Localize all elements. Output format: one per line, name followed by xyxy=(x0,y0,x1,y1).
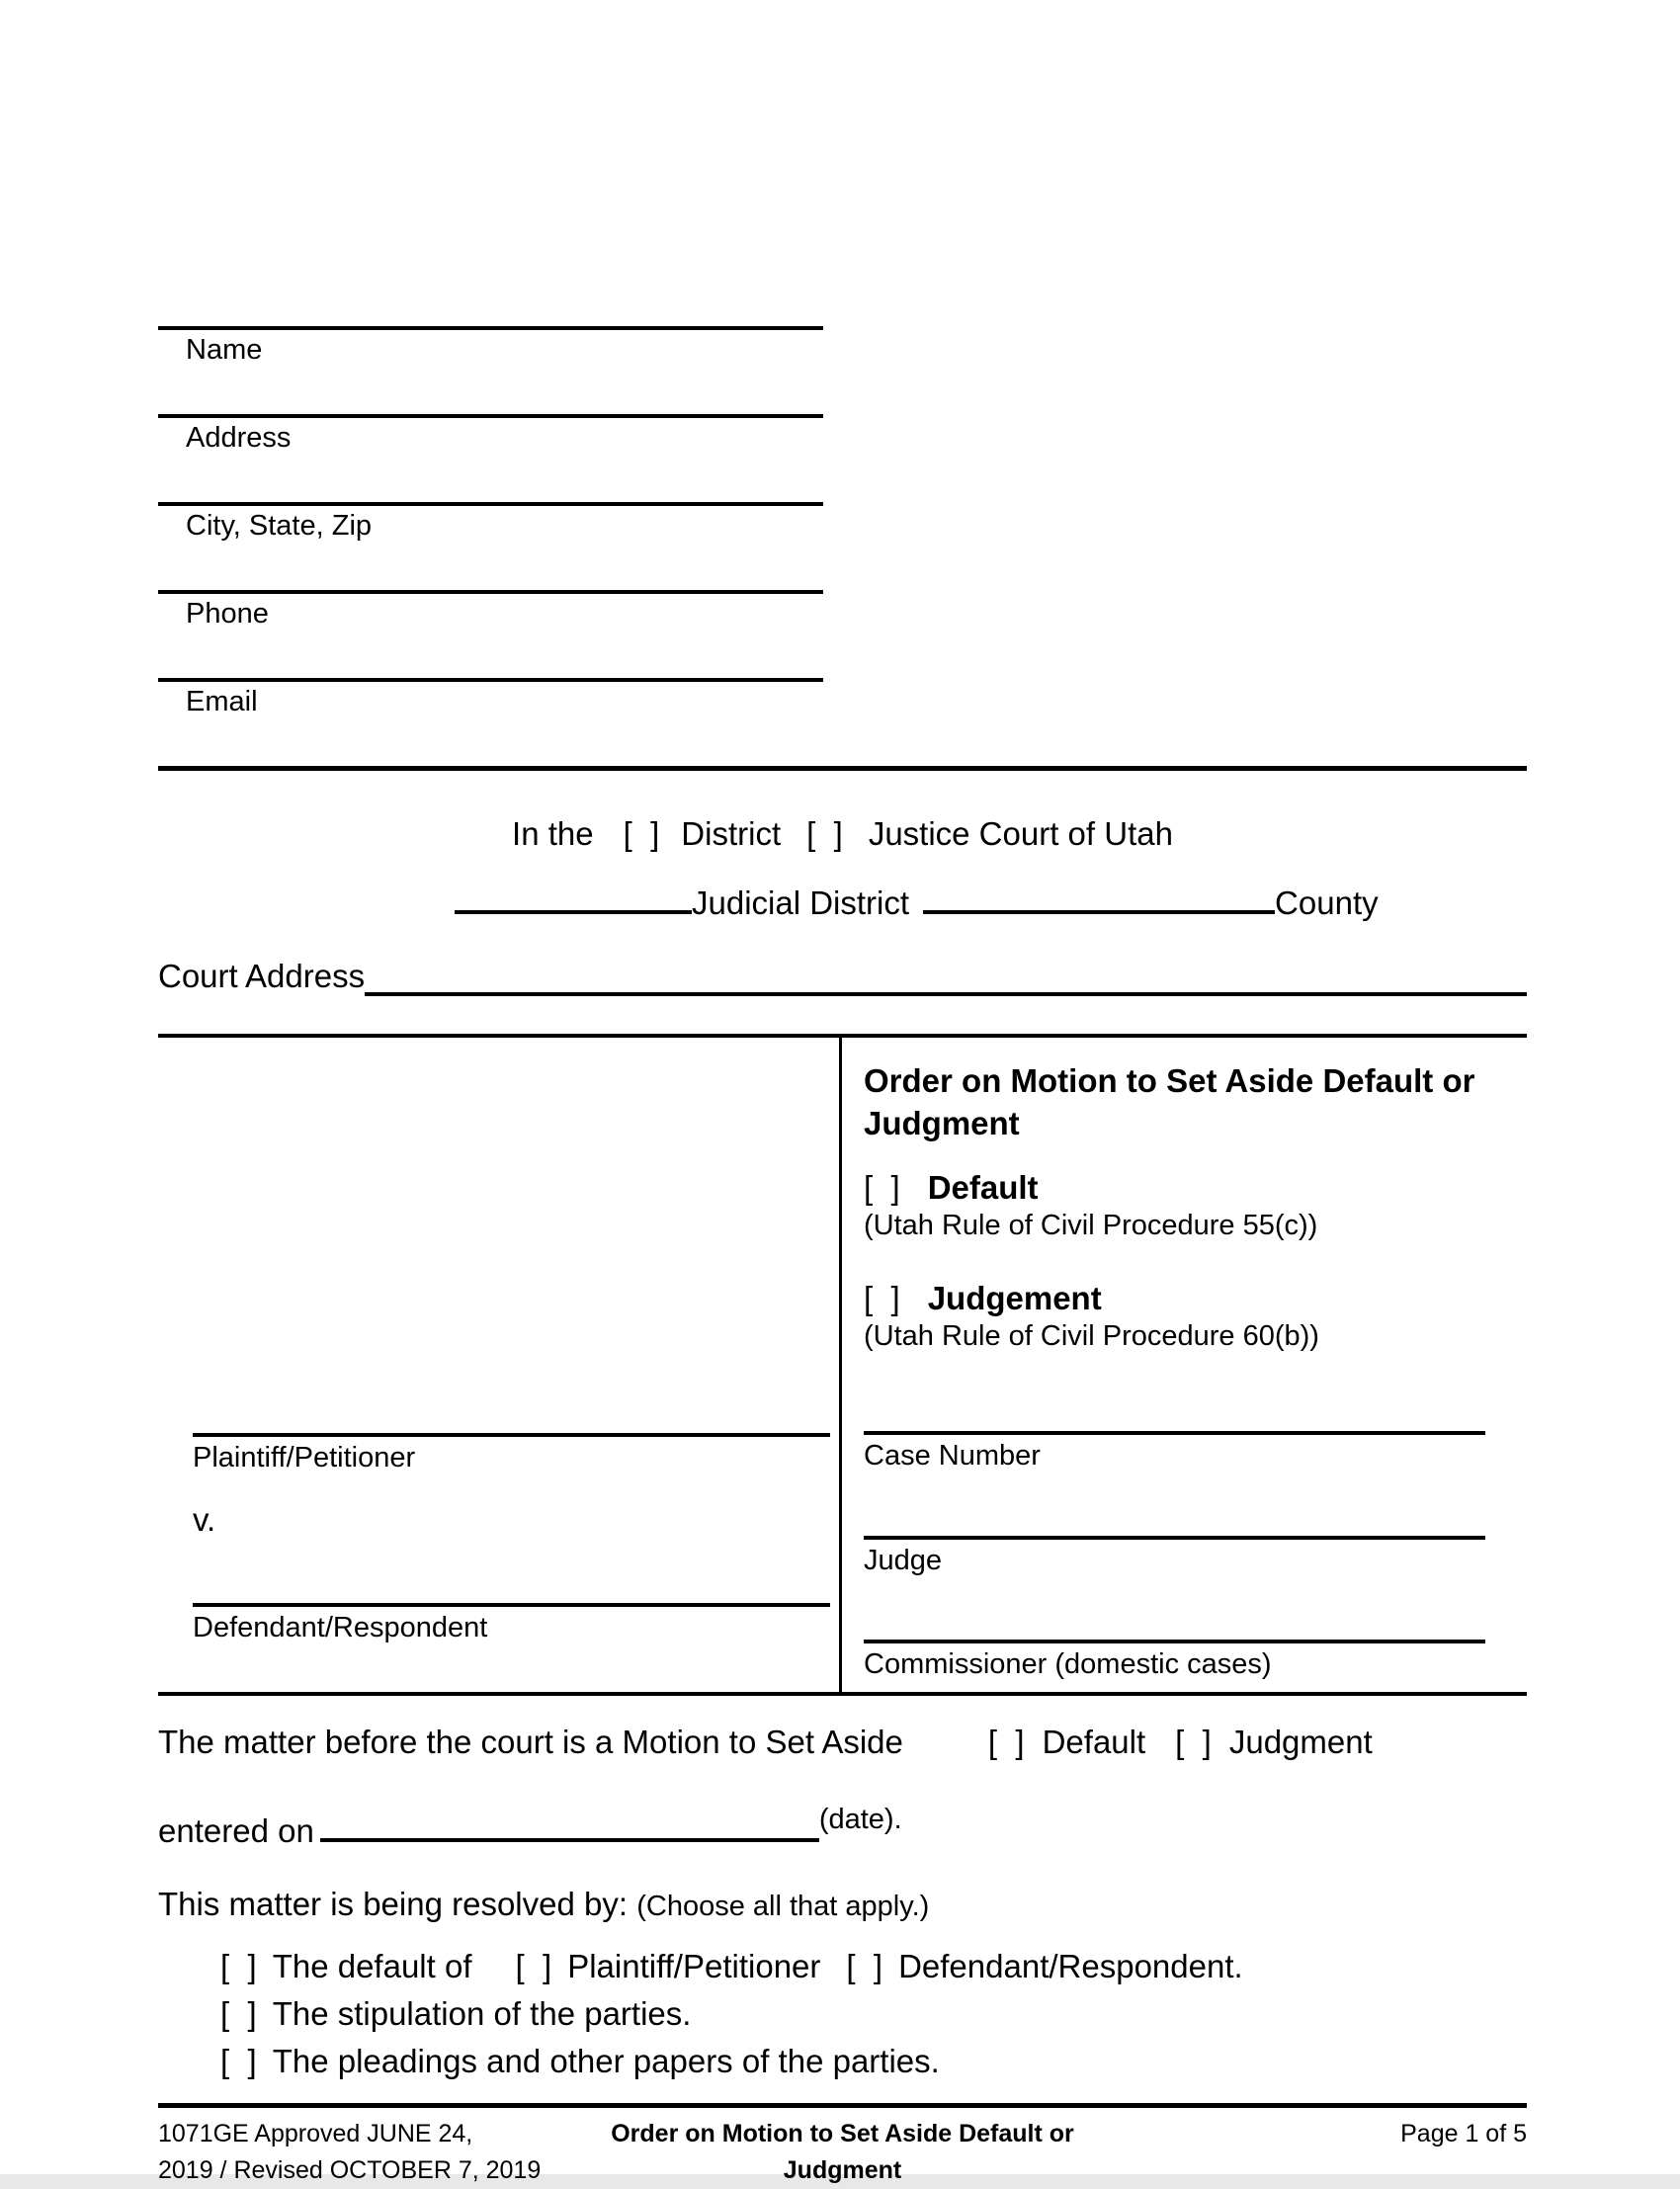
footer xyxy=(158,2116,1527,2189)
court-address-input[interactable] xyxy=(365,957,1527,996)
justice-court-checkbox[interactable]: [ ] xyxy=(806,815,843,852)
default-of-checkbox[interactable]: [ ] xyxy=(220,1948,257,1984)
email-field-label: Email xyxy=(186,686,258,717)
judgement-option-label: Judgement xyxy=(927,1280,1102,1316)
resolved-by-row xyxy=(158,1884,1527,1927)
pleadings-text: The pleadings and other papers of the parties. xyxy=(272,2043,940,2079)
versus-label: v. xyxy=(193,1501,216,1538)
form-number-line1: 1071GE Approved JUNE 24, xyxy=(158,2120,473,2147)
matter-default-checkbox[interactable]: [ ] xyxy=(987,1724,1025,1760)
judgement-rule-citation: (Utah Rule of Civil Procedure 60(b)) xyxy=(864,1320,1319,1352)
plaintiff-label: Plaintiff/Petitioner xyxy=(193,1442,416,1473)
justice-court-label: Justice Court of Utah xyxy=(868,815,1173,852)
default-of-text: The default of xyxy=(272,1948,472,1984)
defendant-field xyxy=(193,1603,839,1644)
judgement-checkbox[interactable]: [ ] xyxy=(864,1280,900,1316)
address-field[interactable] xyxy=(158,414,823,458)
defendant-label: Defendant/Respondent xyxy=(193,1612,488,1643)
footer-form-title: Order on Motion to Set Aside Default or Judgment xyxy=(611,2120,1074,2184)
default-checkbox[interactable]: [ ] xyxy=(864,1169,900,1206)
resolved-by-label: This matter is being resolved by: xyxy=(158,1886,629,1922)
city-state-zip-field-label: City, State, Zip xyxy=(186,510,373,542)
page-number: Page 1 of 5 xyxy=(1400,2120,1527,2147)
phone-field[interactable] xyxy=(158,590,823,633)
judge-label: Judge xyxy=(864,1545,943,1576)
matter-text: The matter before the court is a Motion to Set Aside xyxy=(158,1724,903,1760)
district-court-checkbox[interactable]: [ ] xyxy=(623,815,660,852)
choose-all-note: (Choose all that apply.) xyxy=(636,1891,930,1922)
court-address-label: Court Address xyxy=(158,958,366,994)
entered-on-label: entered on xyxy=(158,1812,314,1849)
entered-date-input[interactable] xyxy=(320,1805,819,1842)
list-item-default-of xyxy=(220,1943,1527,1990)
matter-statement xyxy=(158,1722,1527,1763)
default-of-plaintiff-label: Plaintiff/Petitioner xyxy=(567,1948,821,1984)
county-label: County xyxy=(1275,884,1379,921)
default-of-defendant-label: Defendant/Respondent. xyxy=(898,1948,1243,1984)
form-title: Order on Motion to Set Aside Default or Judgment xyxy=(864,1062,1475,1141)
name-field[interactable] xyxy=(158,326,823,370)
header-divider xyxy=(158,766,1527,771)
caption-table xyxy=(158,1034,1527,1696)
email-field[interactable] xyxy=(158,678,823,721)
list-item-pleadings xyxy=(220,2038,1527,2085)
court-address-row xyxy=(158,957,1527,996)
in-the-label: In the xyxy=(512,815,594,852)
default-option-label: Default xyxy=(927,1169,1039,1206)
county-input[interactable] xyxy=(923,910,1275,914)
judgement-option xyxy=(864,1279,1515,1354)
default-of-defendant-checkbox[interactable]: [ ] xyxy=(846,1948,883,1984)
matter-default-label: Default xyxy=(1042,1724,1146,1760)
list-item-stipulation xyxy=(220,1990,1527,2038)
judicial-district-row xyxy=(455,884,1527,923)
resolution-options-list xyxy=(158,1943,1527,2085)
pleadings-checkbox[interactable]: [ ] xyxy=(220,2043,257,2079)
plaintiff-field xyxy=(193,1433,839,1474)
default-rule-citation: (Utah Rule of Civil Procedure 55(c)) xyxy=(864,1210,1318,1241)
stipulation-text: The stipulation of the parties. xyxy=(272,1995,692,2032)
stipulation-checkbox[interactable]: [ ] xyxy=(220,1995,257,2032)
caption-title-cell xyxy=(842,1038,1527,1692)
matter-judgment-checkbox[interactable]: [ ] xyxy=(1175,1724,1212,1760)
date-note: (date). xyxy=(818,1804,902,1835)
matter-judgment-label: Judgment xyxy=(1228,1724,1373,1760)
form-number-block xyxy=(158,2116,583,2189)
city-state-zip-field[interactable] xyxy=(158,502,823,546)
default-option xyxy=(864,1168,1515,1243)
case-number-label: Case Number xyxy=(864,1440,1041,1472)
entered-on-row xyxy=(158,1805,1527,1854)
phone-field-label: Phone xyxy=(186,598,269,630)
address-field-label: Address xyxy=(186,422,292,454)
default-of-plaintiff-checkbox[interactable]: [ ] xyxy=(515,1948,552,1984)
caption-parties-cell xyxy=(158,1038,842,1692)
judge-field xyxy=(864,1536,1515,1577)
judicial-district-label: Judicial District xyxy=(692,884,910,921)
district-label: District xyxy=(681,815,782,852)
court-heading xyxy=(158,814,1527,854)
commissioner-field xyxy=(864,1640,1515,1681)
judicial-district-input[interactable] xyxy=(455,910,692,914)
name-field-label: Name xyxy=(186,334,263,366)
case-number-field xyxy=(864,1431,1515,1473)
commissioner-label: Commissioner (domestic cases) xyxy=(864,1648,1272,1680)
footer-divider xyxy=(158,2103,1527,2108)
form-number-line2: 2019 / Revised OCTOBER 7, 2019 xyxy=(158,2156,542,2184)
